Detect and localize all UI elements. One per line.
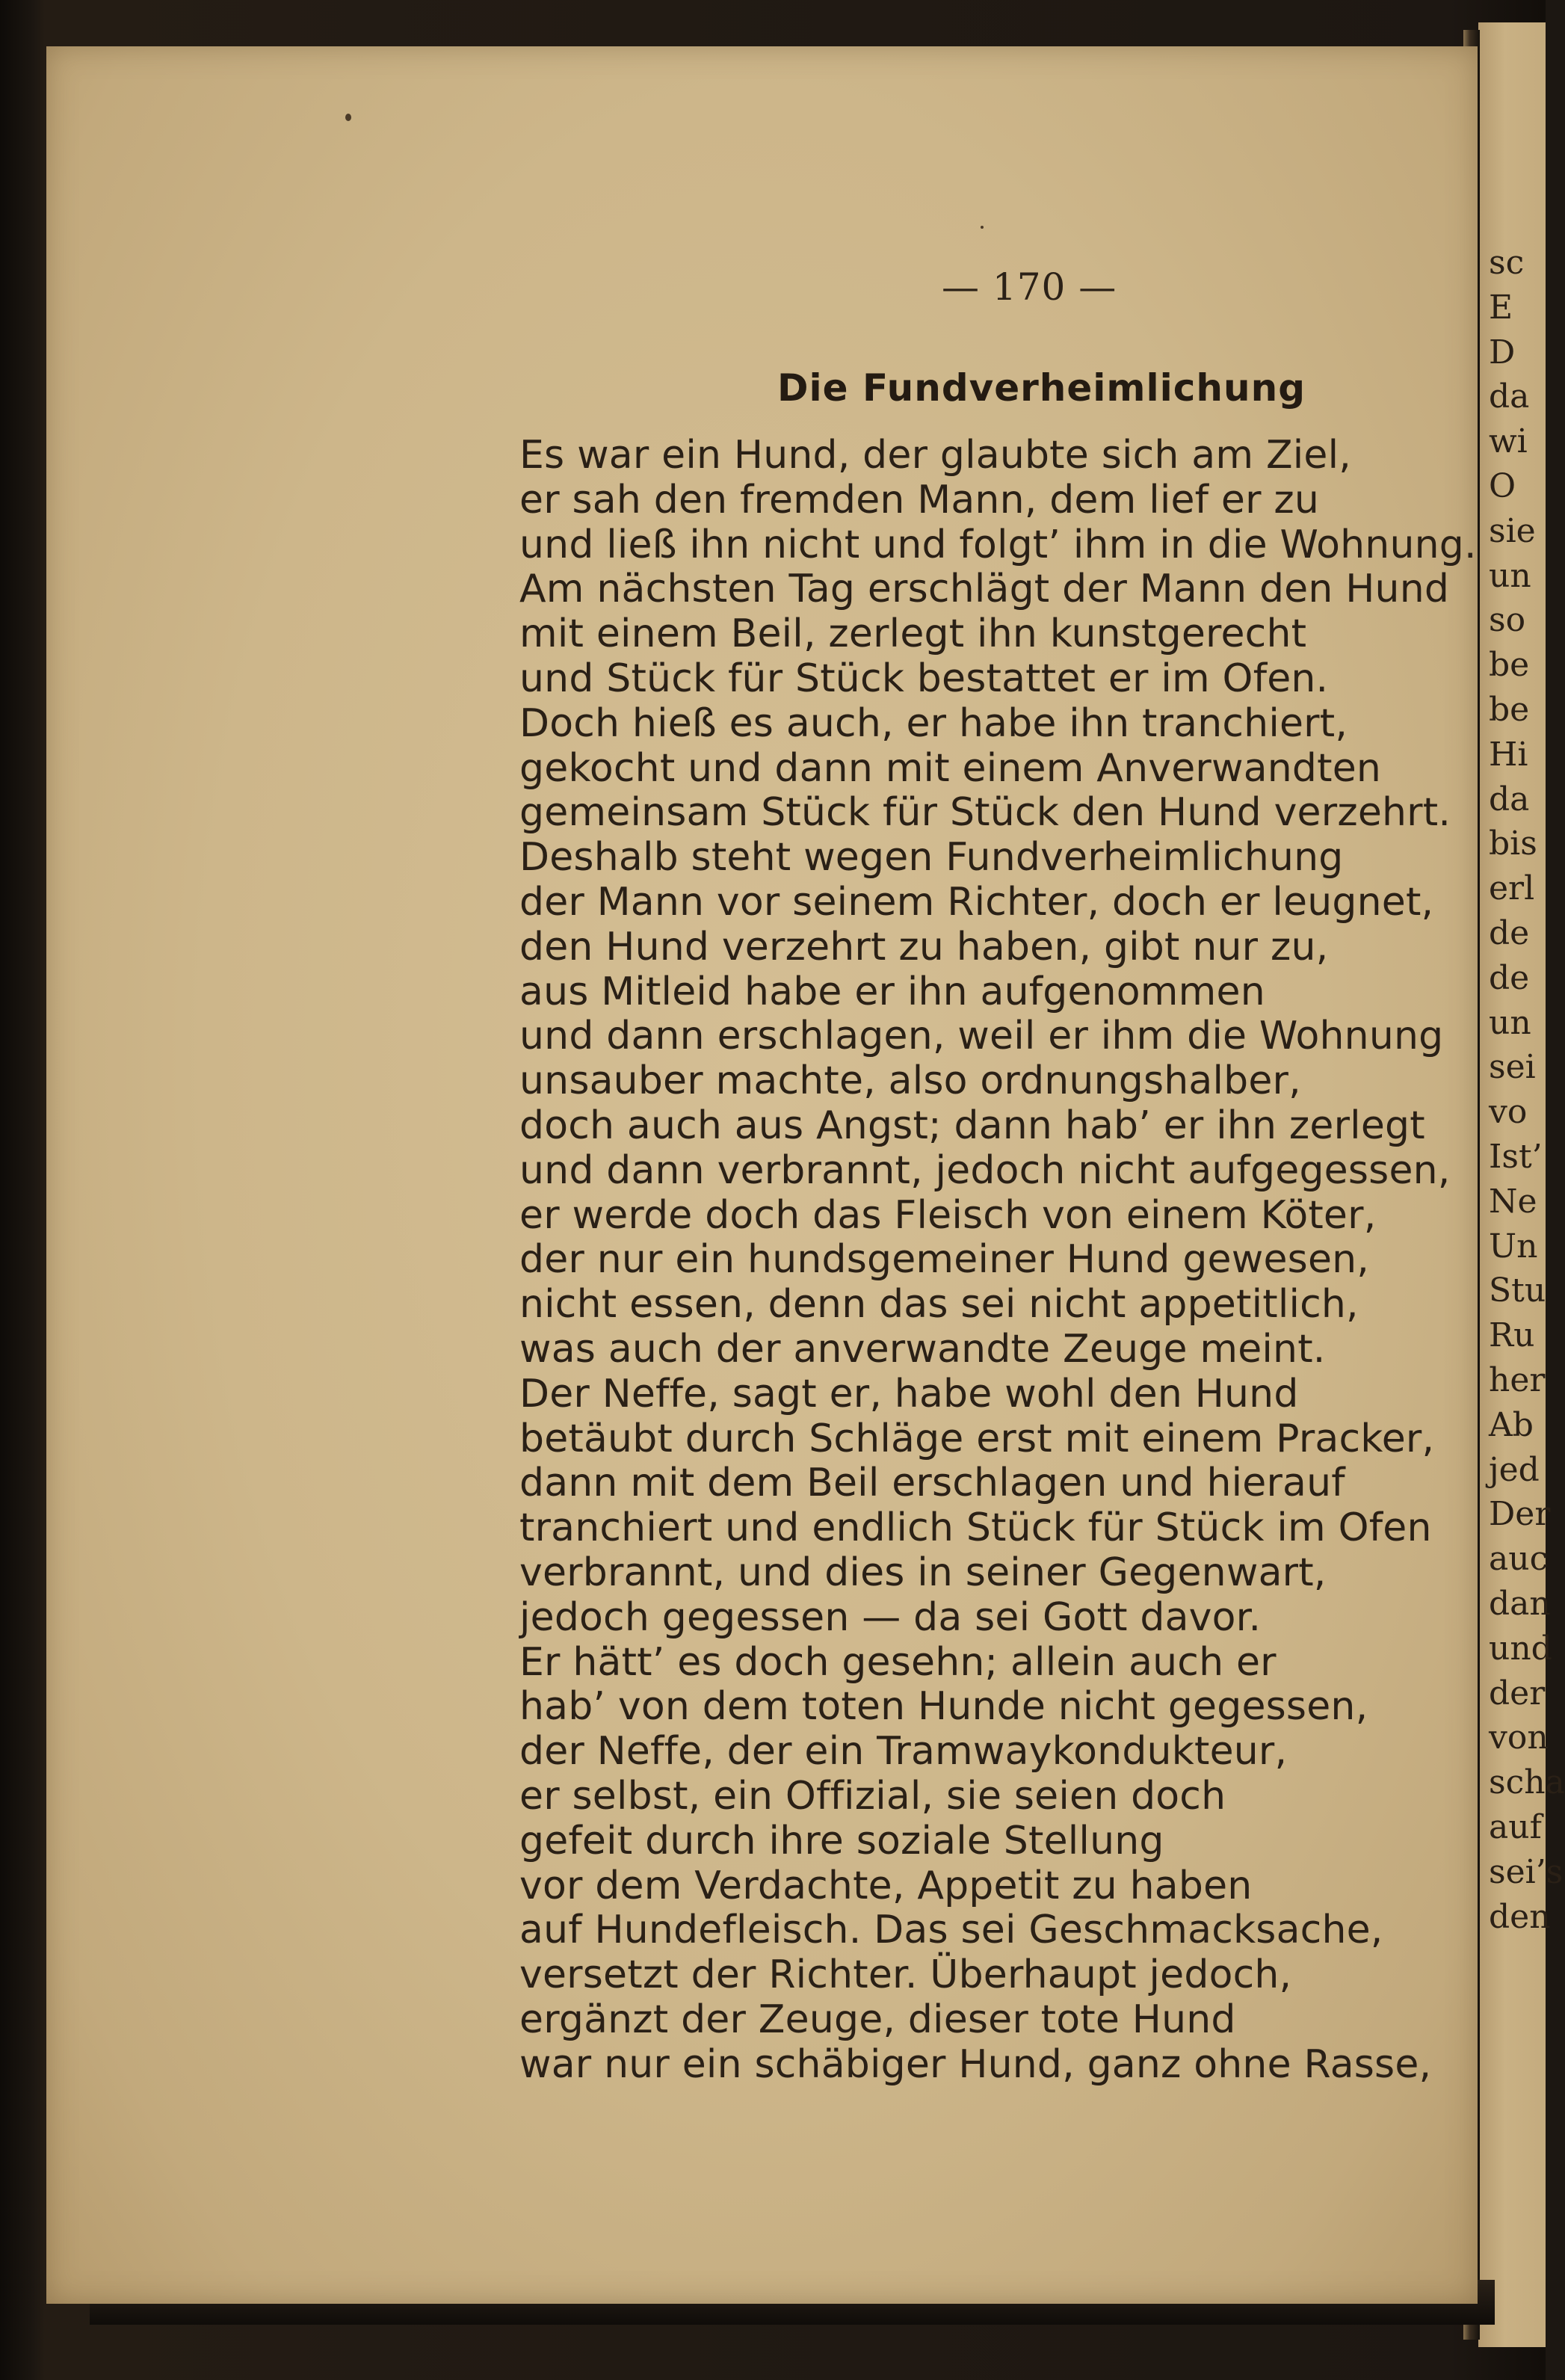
- poem-line: Am nächsten Tag erschlägt der Mann den Hund: [519, 567, 1450, 612]
- adjacent-page-text-fragment: bis: [1489, 824, 1537, 863]
- adjacent-page-text-fragment: D: [1489, 333, 1516, 372]
- adjacent-page-text-fragment: Hi: [1489, 735, 1528, 774]
- poem-line: und ließ ihn nicht und folgt’ ihm in die Wohnung.: [519, 522, 1477, 567]
- paper-speck: [345, 114, 351, 121]
- adjacent-page-text-fragment: wi: [1489, 422, 1528, 461]
- poem-line: Er hätt’ es doch gesehn; allein auch er: [519, 1639, 1277, 1685]
- poem-line: und dann verbrannt, jedoch nicht aufgegessen,: [519, 1147, 1451, 1193]
- poem-line: doch auch aus Angst; dann hab’ er ihn zerlegt: [519, 1103, 1425, 1148]
- adjacent-page-text-fragment: der: [1489, 1674, 1546, 1712]
- adjacent-page-text-fragment: be: [1489, 646, 1530, 685]
- adjacent-page-text-fragment: scha: [1489, 1763, 1565, 1802]
- poem-line: den Hund verzehrt zu haben, gibt nur zu,: [519, 924, 1329, 969]
- poem-line: war nur ein schäbiger Hund, ganz ohne Rasse,: [519, 2041, 1432, 2087]
- poem-line: und Stück für Stück bestattet er im Ofen.: [519, 656, 1329, 701]
- poem-line: nicht essen, denn das sei nicht appetitlich,: [519, 1282, 1359, 1328]
- poem-line: vor dem Verdachte, Appetit zu haben: [519, 1863, 1253, 1908]
- poem-line: Es war ein Hund, der glaubte sich am Ziel,: [519, 433, 1351, 478]
- adjacent-page-text-fragment: sie: [1489, 511, 1536, 550]
- adjacent-page-text-fragment: auc: [1489, 1540, 1549, 1579]
- adjacent-page-text-fragment: da: [1489, 780, 1530, 818]
- poem-line: auf Hundefleisch. Das sei Geschmacksache,: [519, 1908, 1383, 1953]
- poem-line: unsauber machte, also ordnungshalber,: [519, 1058, 1301, 1104]
- poem-line: ergänzt der Zeuge, dieser tote Hund: [519, 1997, 1236, 2042]
- poem-line: betäubt durch Schläge erst mit einem Pracker,: [519, 1416, 1435, 1461]
- adjacent-page-text-fragment: sc: [1489, 244, 1525, 282]
- poem-text: [519, 433, 1477, 2087]
- poem-line: der Mann vor seinem Richter, doch er leugnet,: [519, 879, 1434, 925]
- adjacent-page-text-fragment: so: [1489, 601, 1526, 640]
- adjacent-page-text-fragment: sei: [1489, 1048, 1536, 1087]
- adjacent-page-text-fragment: den: [1489, 1897, 1551, 1936]
- adjacent-page-text-fragment: Stu: [1489, 1271, 1546, 1310]
- poem-line: mit einem Beil, zerlegt ihn kunstgerecht: [519, 611, 1307, 657]
- adjacent-page-text-fragment: Ab: [1489, 1405, 1534, 1444]
- adjacent-page-text-fragment: von: [1489, 1718, 1549, 1757]
- adjacent-page-text-fragment: Un: [1489, 1227, 1538, 1265]
- adjacent-page-text-fragment: Der: [1489, 1495, 1551, 1534]
- adjacent-page-text-fragment: un: [1489, 1003, 1531, 1042]
- poem-line: jedoch gegessen — da sei Gott davor.: [519, 1594, 1262, 1640]
- poem-line: tranchiert und endlich Stück für Stück im Ofen: [519, 1505, 1432, 1551]
- poem-title: Die Fundverheimlichung: [777, 366, 1306, 410]
- poem-line: Der Neffe, sagt er, habe wohl den Hund: [519, 1371, 1299, 1416]
- adjacent-page-text-fragment: Ist’: [1489, 1138, 1543, 1176]
- adjacent-page-text-fragment: her: [1489, 1361, 1546, 1399]
- paper-speck: [981, 226, 984, 229]
- adjacent-page-text-fragment: be: [1489, 691, 1530, 729]
- poem-line: verbrannt, und dies in seiner Gegenwart,: [519, 1550, 1327, 1595]
- adjacent-page-text-fragment: auf: [1489, 1808, 1542, 1846]
- poem-line: Doch hieß es auch, er habe ihn tranchiert,: [519, 700, 1348, 746]
- adjacent-page-text-fragment: und: [1489, 1629, 1552, 1668]
- poem-line: Deshalb steht wegen Fundverheimlichung: [519, 835, 1344, 881]
- poem-line: versetzt der Richter. Überhaupt jedoch,: [519, 1952, 1292, 1998]
- adjacent-page-text-fragment: O: [1489, 467, 1516, 505]
- adjacent-page-text-fragment: un: [1489, 556, 1531, 595]
- adjacent-page-text-fragment: Ne: [1489, 1182, 1537, 1221]
- poem-line: gekocht und dann mit einem Anverwandten: [519, 745, 1382, 791]
- poem-line: hab’ von dem toten Hunde nicht gegessen,: [519, 1684, 1368, 1730]
- poem-line: er werde doch das Fleisch von einem Köter,: [519, 1192, 1377, 1238]
- adjacent-page-text-fragment: sei’s: [1489, 1852, 1564, 1891]
- poem-line: der Neffe, der ein Tramwaykondukteur,: [519, 1729, 1288, 1775]
- poem-line: er sah den fremden Mann, dem lief er zu: [519, 477, 1320, 522]
- poem-line: gefeit durch ihre soziale Stellung: [519, 1818, 1164, 1863]
- adjacent-page-text-fragment: da: [1489, 377, 1530, 416]
- adjacent-page-text-fragment: de: [1489, 914, 1530, 952]
- poem-line: der nur ein hundsgemeiner Hund gewesen,: [519, 1237, 1370, 1283]
- adjacent-page-text-fragment: dan: [1489, 1585, 1551, 1623]
- adjacent-page-text-fragment: erl: [1489, 869, 1535, 908]
- adjacent-page-edge: [1478, 22, 1565, 2347]
- adjacent-page-text-fragment: vo: [1489, 1093, 1528, 1132]
- poem-line: er selbst, ein Offizial, sie seien doch: [519, 1773, 1226, 1819]
- adjacent-page-text-fragment: jed: [1489, 1450, 1540, 1489]
- adjacent-page-text-fragment: E: [1489, 288, 1513, 327]
- poem-line: aus Mitleid habe er ihn aufgenommen: [519, 969, 1265, 1014]
- poem-line: gemeinsam Stück für Stück den Hund verzehrt.: [519, 790, 1451, 836]
- adjacent-page-text-fragment: Ru: [1489, 1316, 1535, 1355]
- page-number: — 170 —: [942, 265, 1117, 309]
- poem-line: was auch der anverwandte Zeuge meint.: [519, 1326, 1326, 1372]
- adjacent-page-text-fragment: de: [1489, 958, 1530, 997]
- poem-line: dann mit dem Beil erschlagen und hierauf: [519, 1461, 1345, 1506]
- poem-line: und dann erschlagen, weil er ihm die Wohnung: [519, 1014, 1444, 1059]
